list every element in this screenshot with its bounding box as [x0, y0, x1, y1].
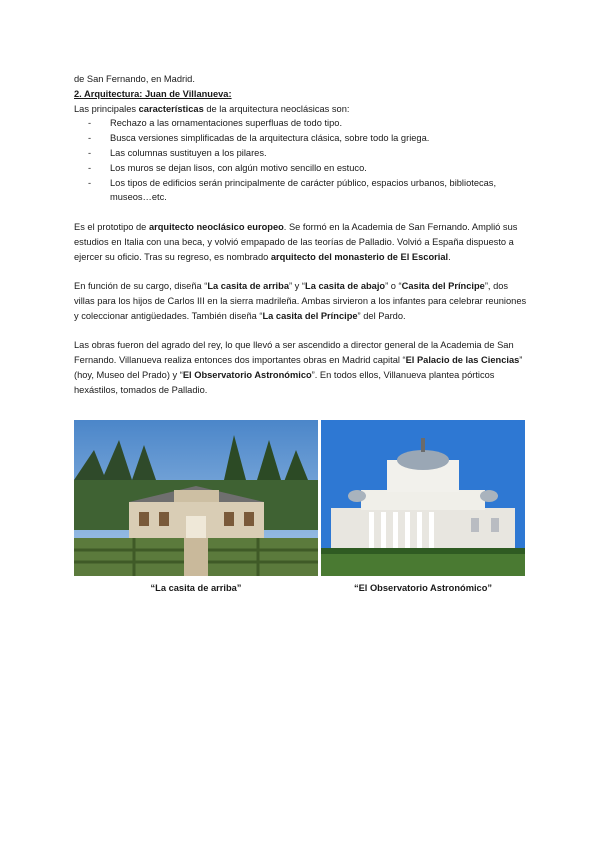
list-item: - Rechazo a las ornamentaciones superfluas de todo tipo. [74, 116, 529, 131]
list-item: - Los tipos de edificios serán principalmente de carácter público, espacios urbanos, bibliotecas, museos…etc. [74, 176, 529, 206]
photo-observatorio [321, 420, 525, 576]
features-list [74, 116, 529, 205]
list-item: - Busca versiones simplificadas de la arquitectura clásica, sobre todo la griega. [74, 131, 529, 146]
list-item: - Las columnas sustituyen a los pilares. [74, 146, 529, 161]
paragraph-casitas: En función de su cargo, diseña “La casita de arriba” y “La casita de abajo” o “Casita del Príncipe”, dos villas para los hijos de Carlos III en la sierra madrileña. Ambas sirvieron a los infantes para celebrar reuniones y coleccionar antigüedades. También diseña “La casita del Príncipe” del Pardo. [74, 281, 527, 321]
figures [74, 420, 525, 580]
caption-right: “El Observatorio Astronómico” [353, 583, 493, 593]
section-heading: 2. Arquitectura: Juan de Villanueva: [74, 88, 232, 99]
list-item: - Los muros se dejan lisos, con algún motivo sencillo en estuco. [74, 161, 529, 176]
photo-casita-de-arriba [74, 420, 318, 576]
document-body [74, 72, 529, 398]
paragraph-obras: Las obras fueron del agrado del rey, lo que llevó a ser ascendido a director general de la Academia de San Fernando. Villanueva realiza entonces dos importantes obras en Madrid capital “El Palacio de las Ciencias” (hoy, Museo del Prado) y “El Observatorio Astronómico”. En todos ellos, Villanueva plantea pórticos hexástilos, tomados de Palladio. [74, 340, 523, 395]
intro-line: de San Fernando, en Madrid. [74, 74, 195, 84]
paragraph-prototype: Es el prototipo de arquitecto neoclásico europeo. Se formó en la Academia de San Fernando. Amplió sus estudios en Italia con una beca, y volvió empapado de las teorías de Palladio. Volvió a España dispuesto a ejercer su oficio. Tras su regreso, es nombrado arquitecto del monasterio de El Escorial. [74, 221, 518, 262]
features-lead: Las principales características de la arquitectura neoclásicas son: [74, 103, 350, 114]
caption-left: “La casita de arriba” [150, 583, 242, 593]
